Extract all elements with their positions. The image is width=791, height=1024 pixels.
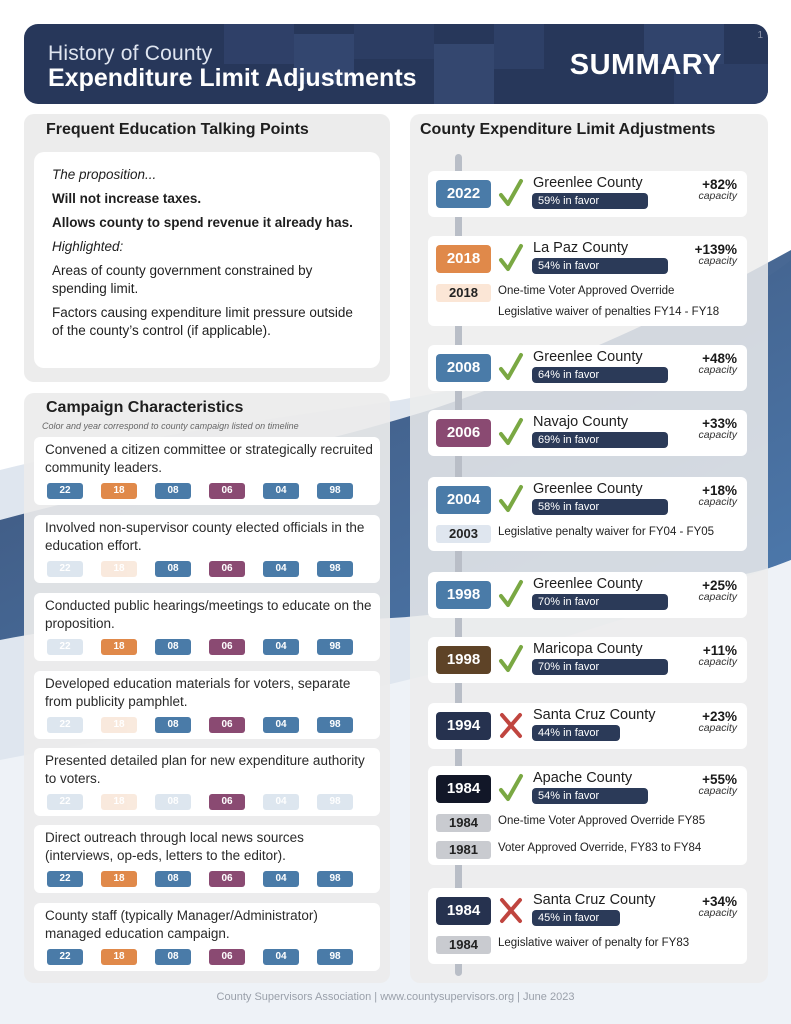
year-tag-18: 18 — [101, 561, 137, 577]
capacity-label: capacity — [698, 364, 737, 376]
year-tag-98: 98 — [317, 717, 353, 733]
year-tag-22: 22 — [47, 794, 83, 810]
campaign-item-text: Convened a citizen committee or strategically recruited community leaders. — [45, 442, 373, 475]
education-intro: The proposition... — [52, 167, 157, 182]
checkmark-icon — [498, 484, 524, 514]
year-badge: 2006 — [436, 419, 491, 447]
campaign-heading: Campaign Characteristics — [46, 399, 244, 416]
year-badge: 2004 — [436, 486, 491, 514]
education-highlighted-label: Highlighted: — [52, 239, 124, 254]
campaign-item-card — [34, 515, 380, 583]
header-title-line1: History of County — [48, 42, 213, 65]
education-card — [34, 152, 380, 368]
year-tag-08: 08 — [155, 639, 191, 655]
timeline-entry — [428, 477, 747, 551]
education-point: Factors causing expenditure limit pressure outside of the county’s control (if applicable). — [52, 305, 353, 338]
page-number: 1 — [757, 30, 763, 41]
education-heading: Frequent Education Talking Points — [46, 121, 309, 138]
capacity-change — [677, 483, 737, 508]
capacity-value: +139% — [694, 242, 737, 257]
note-text: Legislative waiver of penalties FY14 - FY18 — [498, 306, 720, 318]
favor-percentage: 59% in favor — [532, 193, 648, 209]
year-tag-06: 06 — [209, 871, 245, 887]
note-text: Legislative waiver of penalty for FY83 — [498, 937, 690, 949]
campaign-item-card — [34, 593, 380, 661]
year-tag-06: 06 — [209, 639, 245, 655]
campaign-item-card — [34, 437, 380, 505]
favor-percentage: 54% in favor — [532, 258, 668, 274]
timeline-entry — [428, 637, 747, 683]
campaign-item-card — [34, 671, 380, 739]
year-tag-18: 18 — [101, 717, 137, 733]
year-badge: 1998 — [436, 581, 491, 609]
timeline-entry — [428, 572, 747, 618]
campaign-year-tags — [47, 639, 353, 655]
campaign-panel — [24, 393, 390, 983]
year-tag-98: 98 — [317, 639, 353, 655]
campaign-year-tags — [47, 871, 353, 887]
year-tag-06: 06 — [209, 794, 245, 810]
year-tag-08: 08 — [155, 561, 191, 577]
note-year-badge: 2003 — [436, 525, 491, 543]
year-tag-08: 08 — [155, 794, 191, 810]
year-badge: 1984 — [436, 775, 491, 803]
year-tag-22: 22 — [47, 561, 83, 577]
campaign-subheading: Color and year correspond to county campaign listed on timeline — [42, 421, 299, 431]
campaign-year-tags — [47, 949, 353, 965]
note-year-badge: 1984 — [436, 936, 491, 954]
year-tag-22: 22 — [47, 949, 83, 965]
year-tag-04: 04 — [263, 949, 299, 965]
capacity-label: capacity — [698, 190, 737, 202]
timeline-entry — [428, 410, 747, 456]
capacity-change — [677, 416, 737, 441]
capacity-label: capacity — [698, 722, 737, 734]
county-name: La Paz County — [533, 240, 629, 256]
note-text: Legislative penalty waiver for FY04 - FY05 — [498, 526, 715, 538]
year-tag-04: 04 — [263, 717, 299, 733]
note-text: One-time Voter Approved Override — [498, 285, 675, 297]
year-tag-98: 98 — [317, 871, 353, 887]
capacity-label: capacity — [698, 591, 737, 603]
year-tag-04: 04 — [263, 794, 299, 810]
checkmark-icon — [498, 773, 524, 803]
note-year-badge: 1984 — [436, 814, 491, 832]
capacity-change — [677, 643, 737, 668]
capacity-label: capacity — [698, 785, 737, 797]
county-name: Santa Cruz County — [533, 892, 656, 908]
capacity-value: +82% — [702, 177, 737, 192]
campaign-item-text: Involved non-supervisor county elected officials in the education effort. — [45, 520, 365, 553]
note-text: Voter Approved Override, FY83 to FY84 — [498, 842, 702, 854]
favor-percentage: 44% in favor — [532, 725, 620, 741]
year-tag-22: 22 — [47, 717, 83, 733]
capacity-change — [677, 894, 737, 919]
favor-percentage: 70% in favor — [532, 659, 668, 675]
county-name: Navajo County — [533, 414, 629, 430]
year-badge: 2008 — [436, 354, 491, 382]
checkmark-icon — [498, 644, 524, 674]
timeline-entry — [428, 888, 747, 964]
note-text: One-time Voter Approved Override FY85 — [498, 815, 706, 827]
campaign-item-text: Developed education materials for voters, separate from publicity pamphlet. — [45, 676, 351, 709]
education-point: Will not increase taxes. — [52, 191, 202, 206]
year-tag-98: 98 — [317, 949, 353, 965]
year-tag-08: 08 — [155, 949, 191, 965]
campaign-year-tags — [47, 717, 353, 733]
capacity-change — [677, 177, 737, 202]
year-badge: 2022 — [436, 180, 491, 208]
capacity-value: +34% — [702, 894, 737, 909]
capacity-value: +55% — [702, 772, 737, 787]
capacity-change — [677, 772, 737, 797]
year-badge: 1998 — [436, 646, 491, 674]
timeline-heading: County Expenditure Limit Adjustments — [420, 121, 716, 138]
year-tag-22: 22 — [47, 483, 83, 499]
timeline-entry — [428, 345, 747, 391]
year-tag-04: 04 — [263, 639, 299, 655]
year-tag-22: 22 — [47, 871, 83, 887]
favor-percentage: 69% in favor — [532, 432, 668, 448]
education-point: Allows county to spend revenue it already has. — [52, 215, 353, 230]
favor-percentage: 70% in favor — [532, 594, 668, 610]
year-tag-08: 08 — [155, 871, 191, 887]
campaign-item-text: County staff (typically Manager/Administrator) managed education campaign. — [45, 908, 318, 941]
year-tag-04: 04 — [263, 561, 299, 577]
year-tag-98: 98 — [317, 561, 353, 577]
year-tag-06: 06 — [209, 717, 245, 733]
capacity-change — [677, 351, 737, 376]
capacity-change — [677, 709, 737, 734]
county-name: Maricopa County — [533, 641, 643, 657]
county-name: Greenlee County — [533, 481, 643, 497]
cross-icon — [498, 895, 524, 925]
capacity-value: +33% — [702, 416, 737, 431]
education-point: Areas of county government constrained by spending limit. — [52, 263, 313, 296]
year-badge: 1994 — [436, 712, 491, 740]
favor-percentage: 54% in favor — [532, 788, 648, 804]
timeline-entry — [428, 236, 747, 326]
county-name: Greenlee County — [533, 576, 643, 592]
year-tag-08: 08 — [155, 483, 191, 499]
footer: County Supervisors Association | www.countysupervisors.org | June 2023 — [216, 991, 575, 1003]
note-year-badge: 2018 — [436, 284, 491, 302]
header-summary-label: SUMMARY — [569, 49, 722, 81]
year-tag-08: 08 — [155, 717, 191, 733]
year-badge: 1984 — [436, 897, 491, 925]
favor-percentage: 58% in favor — [532, 499, 668, 515]
year-tag-06: 06 — [209, 949, 245, 965]
note-year-badge: 1981 — [436, 841, 491, 859]
capacity-change — [677, 242, 737, 267]
year-tag-98: 98 — [317, 794, 353, 810]
checkmark-icon — [498, 579, 524, 609]
year-badge: 2018 — [436, 245, 491, 273]
county-name: Santa Cruz County — [533, 707, 656, 723]
campaign-item-card — [34, 903, 380, 971]
capacity-value: +11% — [702, 643, 737, 658]
capacity-value: +18% — [702, 483, 737, 498]
capacity-label: capacity — [698, 255, 737, 267]
cross-icon — [498, 710, 524, 740]
campaign-year-tags — [47, 794, 353, 810]
capacity-value: +25% — [702, 578, 737, 593]
capacity-value: +23% — [702, 709, 737, 724]
education-panel — [24, 114, 390, 382]
county-name: Greenlee County — [533, 175, 643, 191]
capacity-label: capacity — [698, 907, 737, 919]
year-tag-22: 22 — [47, 639, 83, 655]
campaign-item-card — [34, 748, 380, 816]
campaign-item-text: Presented detailed plan for new expenditure authority to voters. — [45, 753, 365, 786]
year-tag-06: 06 — [209, 483, 245, 499]
county-name: Apache County — [533, 770, 633, 786]
checkmark-icon — [498, 417, 524, 447]
county-name: Greenlee County — [533, 349, 643, 365]
year-tag-98: 98 — [317, 483, 353, 499]
capacity-label: capacity — [698, 656, 737, 668]
capacity-change — [677, 578, 737, 603]
campaign-item-text: Direct outreach through local news sources (interviews, op-eds, letters to the editor). — [45, 830, 304, 863]
campaign-year-tags — [47, 483, 353, 499]
capacity-label: capacity — [698, 496, 737, 508]
year-tag-18: 18 — [101, 949, 137, 965]
year-tag-04: 04 — [263, 483, 299, 499]
year-tag-18: 18 — [101, 871, 137, 887]
campaign-item-card — [34, 825, 380, 893]
year-tag-18: 18 — [101, 639, 137, 655]
timeline-panel — [410, 114, 768, 983]
checkmark-icon — [498, 352, 524, 382]
checkmark-icon — [498, 178, 524, 208]
checkmark-icon — [498, 243, 524, 273]
year-tag-18: 18 — [101, 794, 137, 810]
favor-percentage: 45% in favor — [532, 910, 620, 926]
timeline-entry — [428, 171, 747, 217]
year-tag-06: 06 — [209, 561, 245, 577]
campaign-item-text: Conducted public hearings/meetings to educate on the proposition. — [45, 598, 372, 631]
timeline-entry — [428, 766, 747, 865]
favor-percentage: 64% in favor — [532, 367, 668, 383]
page-header — [24, 24, 768, 104]
year-tag-18: 18 — [101, 483, 137, 499]
campaign-year-tags — [47, 561, 353, 577]
year-tag-04: 04 — [263, 871, 299, 887]
timeline-entry — [428, 703, 747, 749]
capacity-label: capacity — [698, 429, 737, 441]
capacity-value: +48% — [702, 351, 737, 366]
header-title-line2: Expenditure Limit Adjustments — [48, 64, 417, 92]
